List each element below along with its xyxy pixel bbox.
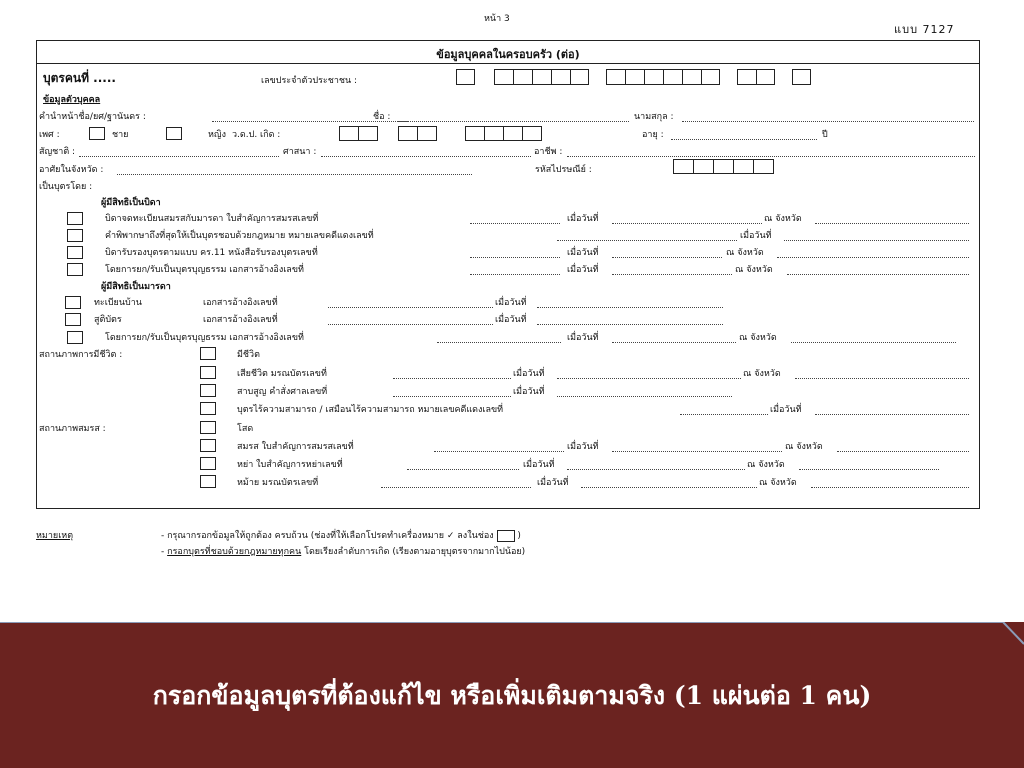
province-field[interactable] bbox=[799, 469, 939, 470]
province-label: ณ จังหวัด bbox=[785, 442, 823, 452]
father-option-checkbox[interactable] bbox=[67, 212, 83, 225]
notes-line-2-emphasis: กรอกบุตรที่ชอบด้วยกฎหมายทุกคน bbox=[167, 547, 302, 557]
doc-number-field[interactable] bbox=[328, 307, 493, 308]
id-divider bbox=[532, 69, 533, 85]
province-label: ณ จังหวัด bbox=[764, 214, 802, 224]
province-label: อาศัยในจังหวัด : bbox=[39, 165, 104, 175]
province-field[interactable] bbox=[837, 451, 969, 452]
notes-line-1-check: ✓ ลงในช่อง bbox=[446, 531, 494, 541]
mother-option-checkbox[interactable] bbox=[67, 331, 83, 344]
date-field[interactable] bbox=[537, 324, 723, 325]
surname-field[interactable] bbox=[682, 121, 974, 122]
doc-number-field[interactable] bbox=[470, 223, 560, 224]
date-field[interactable] bbox=[537, 307, 723, 308]
father-option-checkbox[interactable] bbox=[67, 246, 83, 259]
date-field[interactable] bbox=[784, 240, 969, 241]
notes-line-1-close: ) bbox=[517, 531, 521, 541]
province-field[interactable] bbox=[795, 378, 969, 379]
postcode-label: รหัสไปรษณีย์ : bbox=[535, 165, 592, 175]
date-label: เมื่อวันที่ bbox=[740, 231, 772, 241]
family-info-form bbox=[36, 40, 980, 509]
province-label: ณ จังหวัด bbox=[747, 460, 785, 470]
life-status-option: บุตรไร้ความสามารถ / เสมือนไร้ความสามารถ หมายเลขคดีแดงเลขที่ bbox=[237, 405, 504, 415]
date-label: เมื่อวันที่ bbox=[495, 298, 527, 308]
id-divider bbox=[625, 69, 626, 85]
notes-line-1 bbox=[161, 528, 521, 542]
dob-box[interactable] bbox=[417, 126, 437, 141]
child-number-label: บุตรคนที่ ..... bbox=[43, 71, 116, 85]
sex-label: เพศ : bbox=[39, 130, 60, 140]
province-field[interactable] bbox=[787, 274, 969, 275]
mother-option-label: ทะเบียนบ้าน bbox=[94, 298, 142, 308]
form-header bbox=[37, 41, 979, 64]
dob-label: ว.ด.ป. เกิด : bbox=[232, 130, 281, 140]
form-title: ข้อมูลบุคคลในครอบครัว (ต่อ) bbox=[436, 48, 580, 61]
father-option-checkbox[interactable] bbox=[67, 229, 83, 242]
age-unit: ปี bbox=[822, 130, 828, 140]
life-status-option: สาบสูญ คำสั่งศาลเลขที่ bbox=[237, 387, 328, 397]
life-status-checkbox[interactable] bbox=[200, 347, 216, 360]
marital-status-option: หม้าย มรณบัตรเลขที่ bbox=[237, 478, 319, 488]
id-divider bbox=[551, 69, 552, 85]
religion-field[interactable] bbox=[321, 156, 531, 157]
life-status-label: สถานภาพการมีชีวิต : bbox=[39, 350, 123, 360]
province-label: ณ จังหวัด bbox=[759, 478, 797, 488]
date-field[interactable] bbox=[612, 274, 732, 275]
marital-status-option: สมรส ใบสำคัญการสมรสเลขที่ bbox=[237, 442, 354, 452]
doc-number-field[interactable] bbox=[393, 378, 511, 379]
id-divider bbox=[513, 69, 514, 85]
postcode-box[interactable] bbox=[713, 159, 734, 174]
notes-label: หมายเหตุ bbox=[36, 531, 74, 541]
marital-status-checkbox[interactable] bbox=[200, 475, 216, 488]
name-label: ชื่อ : bbox=[373, 112, 391, 122]
mother-section-heading: ผู้มีสิทธิเป็นมารดา bbox=[101, 282, 171, 292]
id-divider bbox=[701, 69, 702, 85]
mother-option-checkbox[interactable] bbox=[65, 313, 81, 326]
date-label: เมื่อวันที่ bbox=[513, 369, 545, 379]
doc-number-field[interactable] bbox=[434, 451, 564, 452]
mother-option-checkbox[interactable] bbox=[65, 296, 81, 309]
mother-option-text: เอกสารอ้างอิงเลขที่ bbox=[203, 315, 278, 325]
mother-option-label: สูติบัตร bbox=[94, 315, 122, 325]
prefix-label: คำนำหน้าชื่อ/ยศ/ฐานันดร : bbox=[39, 112, 146, 122]
date-field[interactable] bbox=[612, 257, 722, 258]
life-status-checkbox[interactable] bbox=[200, 384, 216, 397]
marital-status-label: สถานภาพสมรส : bbox=[39, 424, 106, 434]
province-label: ณ จังหวัด bbox=[726, 248, 764, 258]
father-option-text: บิดาจดทะเบียนสมรสกับมารดา ใบสำคัญการสมรสเลขที่ bbox=[105, 214, 319, 224]
date-label: เมื่อวันที่ bbox=[513, 387, 545, 397]
doc-number-field[interactable] bbox=[470, 257, 560, 258]
id-digit-box[interactable] bbox=[570, 69, 589, 85]
father-option-text: คำพิพากษาถึงที่สุดให้เป็นบุตรชอบด้วยกฎหมาย หมายเลขคดีแดงเลขที่ bbox=[105, 231, 374, 241]
doc-number-field[interactable] bbox=[393, 396, 511, 397]
marital-status-checkbox[interactable] bbox=[200, 421, 216, 434]
date-label: เมื่อวันที่ bbox=[537, 478, 569, 488]
father-option-checkbox[interactable] bbox=[67, 263, 83, 276]
life-status-option: เสียชีวิต มรณบัตรเลขที่ bbox=[237, 369, 327, 379]
notes-line-2 bbox=[161, 544, 525, 558]
date-label: เมื่อวันที่ bbox=[523, 460, 555, 470]
date-field[interactable] bbox=[815, 414, 969, 415]
father-option-text: โดยการยก/รับเป็นบุตรบุญธรรม เอกสารอ้างอิงเลขที่ bbox=[105, 265, 304, 275]
id-divider bbox=[682, 69, 683, 85]
doc-number-field[interactable] bbox=[470, 274, 560, 275]
female-label: หญิง bbox=[208, 130, 226, 140]
case-number-field[interactable] bbox=[557, 240, 737, 241]
dob-box[interactable] bbox=[503, 126, 523, 141]
notes-line-1-text: - กรุณากรอกข้อมูลให้ถูกต้อง ครบถ้วน (ช่องที่ให้เลือกโปรดทำเครื่องหมาย bbox=[161, 531, 445, 541]
date-field[interactable] bbox=[612, 451, 782, 452]
province-field[interactable] bbox=[791, 342, 956, 343]
postcode-box[interactable] bbox=[673, 159, 694, 174]
date-label: เมื่อวันที่ bbox=[567, 214, 599, 224]
religion-label: ศาสนา : bbox=[283, 147, 317, 157]
dob-box[interactable] bbox=[465, 126, 485, 141]
nationality-label: สัญชาติ : bbox=[39, 147, 76, 157]
date-field[interactable] bbox=[612, 342, 736, 343]
date-field[interactable] bbox=[612, 223, 762, 224]
notes-example-checkbox bbox=[497, 530, 515, 542]
id-digit-box[interactable] bbox=[456, 69, 475, 85]
marital-status-option: โสด bbox=[237, 424, 254, 434]
province-field[interactable] bbox=[811, 487, 969, 488]
date-label: เมื่อวันที่ bbox=[567, 248, 599, 258]
father-option-text: บิดารับรองบุตรตามแบบ คร.11 หนังสือรับรองบุตรเลขที่ bbox=[105, 248, 318, 258]
citizen-id-label: เลขประจำตัวประชาชน : bbox=[261, 76, 358, 86]
date-field[interactable] bbox=[567, 469, 745, 470]
occupation-label: อาชีพ : bbox=[534, 147, 563, 157]
marital-status-checkbox[interactable] bbox=[200, 457, 216, 470]
male-checkbox[interactable] bbox=[89, 127, 105, 140]
doc-number-field[interactable] bbox=[328, 324, 493, 325]
dob-box[interactable] bbox=[358, 126, 378, 141]
id-divider bbox=[644, 69, 645, 85]
date-field[interactable] bbox=[581, 487, 757, 488]
female-checkbox[interactable] bbox=[166, 127, 182, 140]
date-label: เมื่อวันที่ bbox=[567, 265, 599, 275]
id-digit-box[interactable] bbox=[792, 69, 811, 85]
marital-status-checkbox[interactable] bbox=[200, 439, 216, 452]
dob-box[interactable] bbox=[339, 126, 359, 141]
date-label: เมื่อวันที่ bbox=[770, 405, 802, 415]
occupation-field[interactable] bbox=[567, 156, 975, 157]
province-field[interactable] bbox=[815, 223, 969, 224]
postcode-box[interactable] bbox=[733, 159, 754, 174]
age-label: อายุ : bbox=[642, 130, 664, 140]
province-field[interactable] bbox=[777, 257, 969, 258]
postcode-box[interactable] bbox=[693, 159, 714, 174]
name-field[interactable] bbox=[397, 121, 629, 122]
age-field[interactable] bbox=[671, 139, 817, 140]
form-code: แบบ 7127 bbox=[894, 23, 955, 36]
province-label: ณ จังหวัด bbox=[735, 265, 773, 275]
surname-label: นามสกุล : bbox=[634, 112, 674, 122]
marital-status-option: หย่า ใบสำคัญการหย่าเลขที่ bbox=[237, 460, 343, 470]
postcode-box[interactable] bbox=[753, 159, 774, 174]
doc-number-field[interactable] bbox=[437, 342, 561, 343]
case-number-field[interactable] bbox=[680, 414, 768, 415]
banner-text: กรอกข้อมูลบุตรที่ต้องแก้ไข หรือเพิ่มเติมตามจริง (1 แผ่นต่อ 1 คน) bbox=[152, 681, 872, 710]
doc-number-field[interactable] bbox=[381, 487, 531, 488]
dob-box[interactable] bbox=[398, 126, 418, 141]
province-label: ณ จังหวัด bbox=[739, 333, 777, 343]
mother-option-text: โดยการยก/รับเป็นบุตรบุญธรรม เอกสารอ้างอิงเลขที่ bbox=[105, 333, 304, 343]
nationality-field[interactable] bbox=[79, 156, 279, 157]
dob-box[interactable] bbox=[522, 126, 542, 141]
province-field[interactable] bbox=[117, 174, 472, 175]
life-status-checkbox[interactable] bbox=[200, 402, 216, 415]
doc-number-field[interactable] bbox=[407, 469, 519, 470]
date-field[interactable] bbox=[557, 378, 741, 379]
province-label: ณ จังหวัด bbox=[743, 369, 781, 379]
id-divider bbox=[663, 69, 664, 85]
male-label: ชาย bbox=[112, 130, 129, 140]
date-field[interactable] bbox=[557, 396, 732, 397]
date-label: เมื่อวันที่ bbox=[567, 442, 599, 452]
child-by-label: เป็นบุตรโดย : bbox=[39, 182, 93, 192]
mother-option-text: เอกสารอ้างอิงเลขที่ bbox=[203, 298, 278, 308]
page-number: หน้า 3 bbox=[484, 14, 510, 24]
father-section-heading: ผู้มีสิทธิเป็นบิดา bbox=[101, 198, 161, 208]
dob-box[interactable] bbox=[484, 126, 504, 141]
date-label: เมื่อวันที่ bbox=[567, 333, 599, 343]
life-status-checkbox[interactable] bbox=[200, 366, 216, 379]
notes-line-2-text: โดยเรียงลำดับการเกิด (เรียงตามอายุบุตรจากมากไปน้อย) bbox=[304, 547, 526, 557]
personal-info-heading: ข้อมูลตัวบุคคล bbox=[43, 95, 101, 105]
id-divider bbox=[756, 69, 757, 85]
life-status-option: มีชีวิต bbox=[237, 350, 260, 360]
notes-line-2-dash: - bbox=[161, 547, 165, 557]
date-label: เมื่อวันที่ bbox=[495, 315, 527, 325]
